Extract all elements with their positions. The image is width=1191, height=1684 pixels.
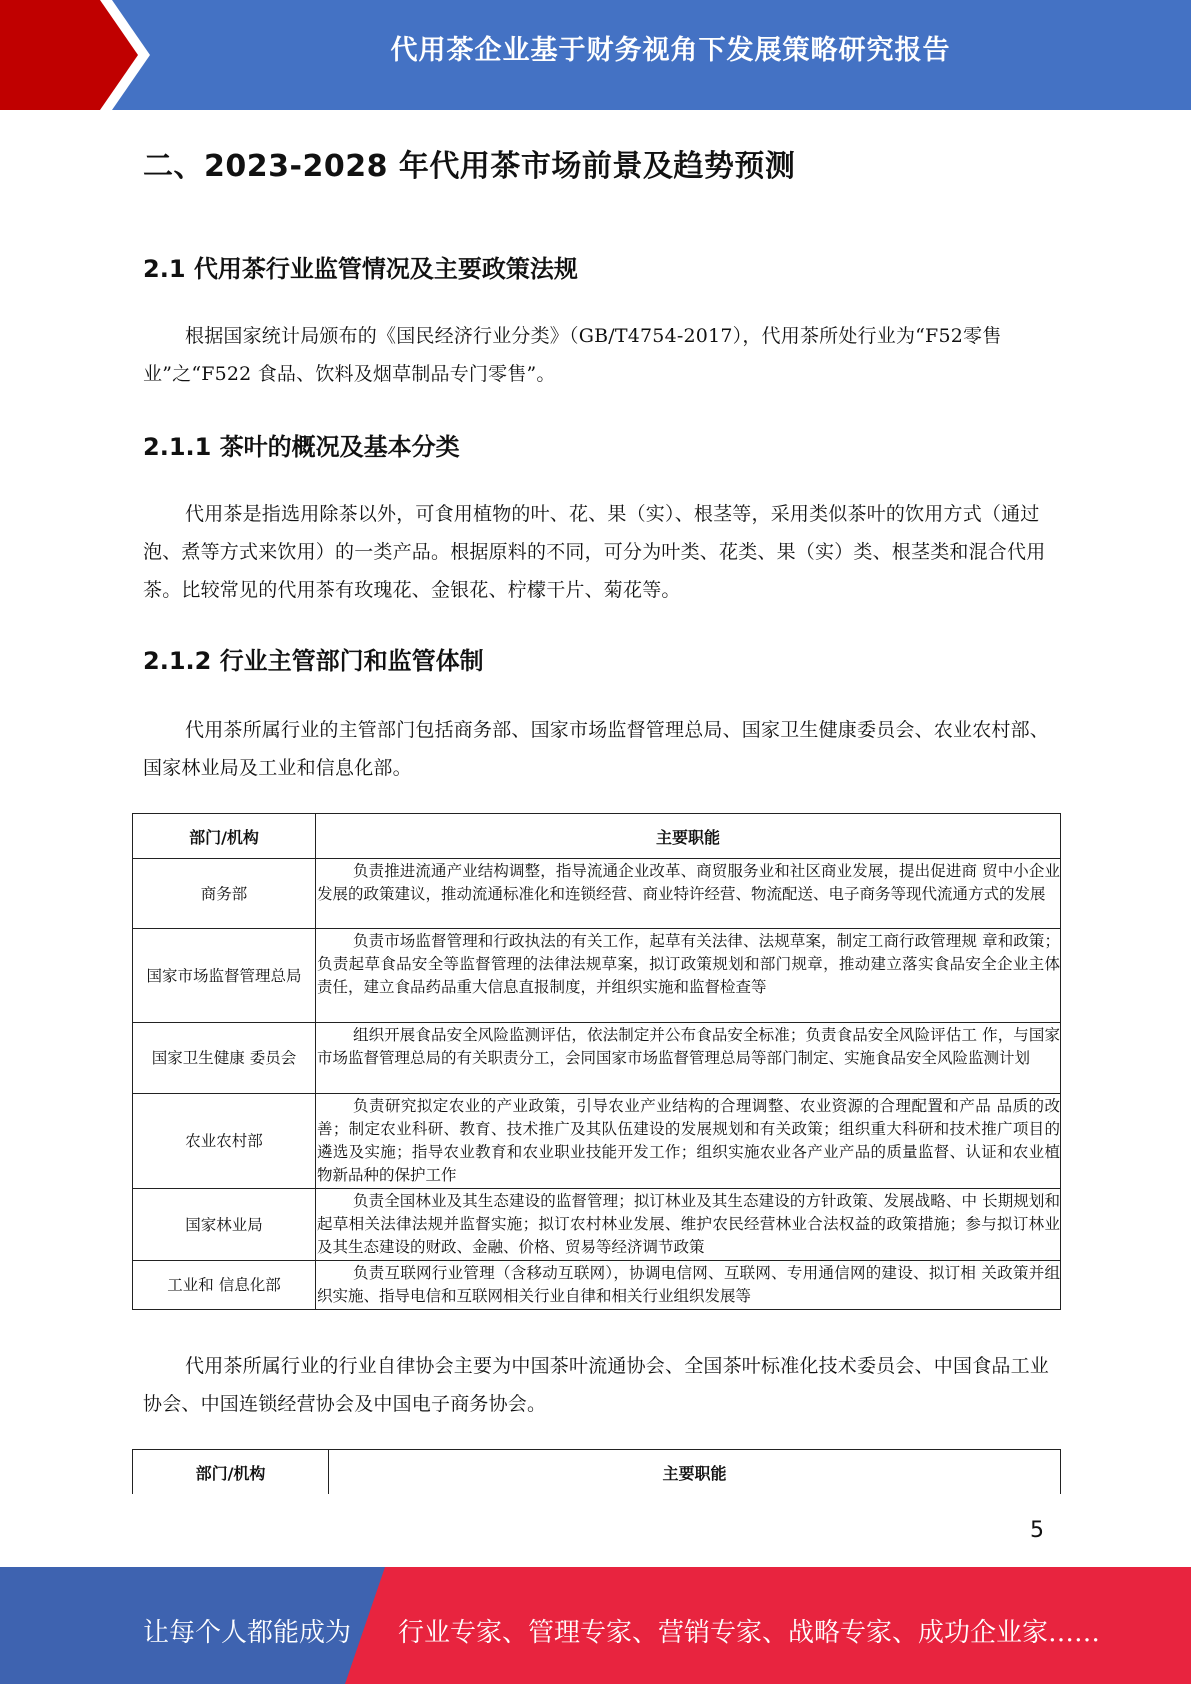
dept-duty: 负责市场监督管理和行政执法的有关工作，起草有关法律、法规草案，制定工商行政管理规 章和政策；负责起草食品安全等监督管理的法律法规草案，拟订政策规划和部门规章，推动建立落实食品安全企业主体责任，建立食品药品重大信息直报制度，并组织实施和监督检查等 (316, 929, 1061, 1023)
heading-2-1-1: 2.1.1 茶叶的概况及基本分类 (143, 433, 460, 461)
footer-slogan-right: 行业专家、管理专家、营销专家、战略专家、成功企业家…… (398, 1618, 1101, 1648)
department-duties-table (132, 813, 1061, 1310)
table-row (133, 1189, 1061, 1261)
dept-name: 国家卫生健康 委员会 (133, 1023, 316, 1094)
dept-name: 工业和 信息化部 (133, 1261, 316, 1310)
page-header (0, 0, 1191, 110)
page-footer (0, 1567, 1191, 1684)
dept-name: 商务部 (133, 859, 316, 929)
dept-name: 国家林业局 (133, 1189, 316, 1261)
dept-duty: 负责互联网行业管理（含移动互联网），协调电信网、互联网、专用通信网的建设、拟订相 关政策并组织实施、指导电信和互联网相关行业自律和相关行业组织发展等 (316, 1261, 1061, 1310)
column-header-department: 部门/机构 (133, 814, 316, 859)
dept-name: 国家市场监督管理总局 (133, 929, 316, 1023)
table-row (133, 929, 1061, 1023)
table-header-row (133, 1450, 1061, 1495)
page-number: 5 (1030, 1518, 1044, 1543)
column-header-duties: 主要职能 (316, 814, 1061, 859)
dept-name: 农业农村部 (133, 1094, 316, 1189)
dept-duty: 组织开展食品安全风险监测评估，依法制定并公布食品安全标准；负责食品安全风险评估工 作，与国家市场监督管理总局的有关职责分工，会同国家市场监督管理总局等部门制定、实施食品安全风险监测计划 (316, 1023, 1061, 1094)
dept-duty: 负责研究拟定农业的产业政策，引导农业产业结构的合理调整、农业资源的合理配置和产品 品质的改善；制定农业科研、教育、技术推广及其队伍建设的发展规划和有关政策；组织重大科研和技术推广项目的遴选及实施；指导农业教育和农业职业技能开发工作；组织实施农业各产业产品的质量监督、认证和农业植物新品种的保护工作 (316, 1094, 1061, 1189)
column-header-department: 部门/机构 (133, 1450, 329, 1495)
heading-2-1-2: 2.1.2 行业主管部门和监管体制 (143, 647, 484, 675)
dept-duty: 负责推进流通产业结构调整，指导流通企业改革、商贸服务业和社区商业发展，提出促进商 贸中小企业发展的政策建议，推动流通标准化和连锁经营、商业特许经营、物流配送、电子商务等现代流通方式的发展 (316, 859, 1061, 929)
paragraph-associations: 代用茶所属行业的行业自律协会主要为中国茶叶流通协会、全国茶叶标准化技术委员会、中国食品工业协会、中国连锁经营协会及中国电子商务协会。 (143, 1355, 1050, 1415)
table-row (133, 1261, 1061, 1310)
table-row (133, 1023, 1061, 1094)
report-title: 代用茶企业基于财务视角下发展策略研究报告 (390, 35, 951, 66)
table-header-row (133, 814, 1061, 859)
column-header-duties: 主要职能 (329, 1450, 1061, 1495)
association-duties-table (132, 1449, 1061, 1494)
table-row (133, 859, 1061, 929)
paragraph-2-1-1: 代用茶是指选用除茶以外，可食用植物的叶、花、果（实）、根茎等，采用类似茶叶的饮用方式（通过泡、煮等方式来饮用）的一类产品。根据原料的不同，可分为叶类、花类、果（实）类、根茎类和混合代用茶。比较常见的代用茶有玫瑰花、金银花、柠檬干片、菊花等。 (143, 503, 1046, 601)
paragraph-2-1: 根据国家统计局颁布的《国民经济行业分类》（GB/T4754-2017），代用茶所处行业为“F52零售业”之“F522 食品、饮料及烟草制品专门零售”。 (143, 325, 1002, 385)
dept-duty: 负责全国林业及其生态建设的监督管理；拟订林业及其生态建设的方针政策、发展战略、中 长期规划和起草相关法律法规并监督实施；拟订农村林业发展、维护农民经营林业合法权益的政策措施；参与拟订林业及其生态建设的财政、金融、价格、贸易等经济调节政策 (316, 1189, 1061, 1261)
table-row (133, 1094, 1061, 1189)
paragraph-2-1-2: 代用茶所属行业的主管部门包括商务部、国家市场监督管理总局、国家卫生健康委员会、农业农村部、国家林业局及工业和信息化部。 (143, 719, 1050, 779)
footer-slogan-left: 让每个人都能成为 (143, 1618, 352, 1648)
section-title: 二、2023-2028 年代用茶市场前景及趋势预测 (143, 149, 796, 184)
heading-2-1: 2.1 代用茶行业监管情况及主要政策法规 (143, 255, 578, 283)
